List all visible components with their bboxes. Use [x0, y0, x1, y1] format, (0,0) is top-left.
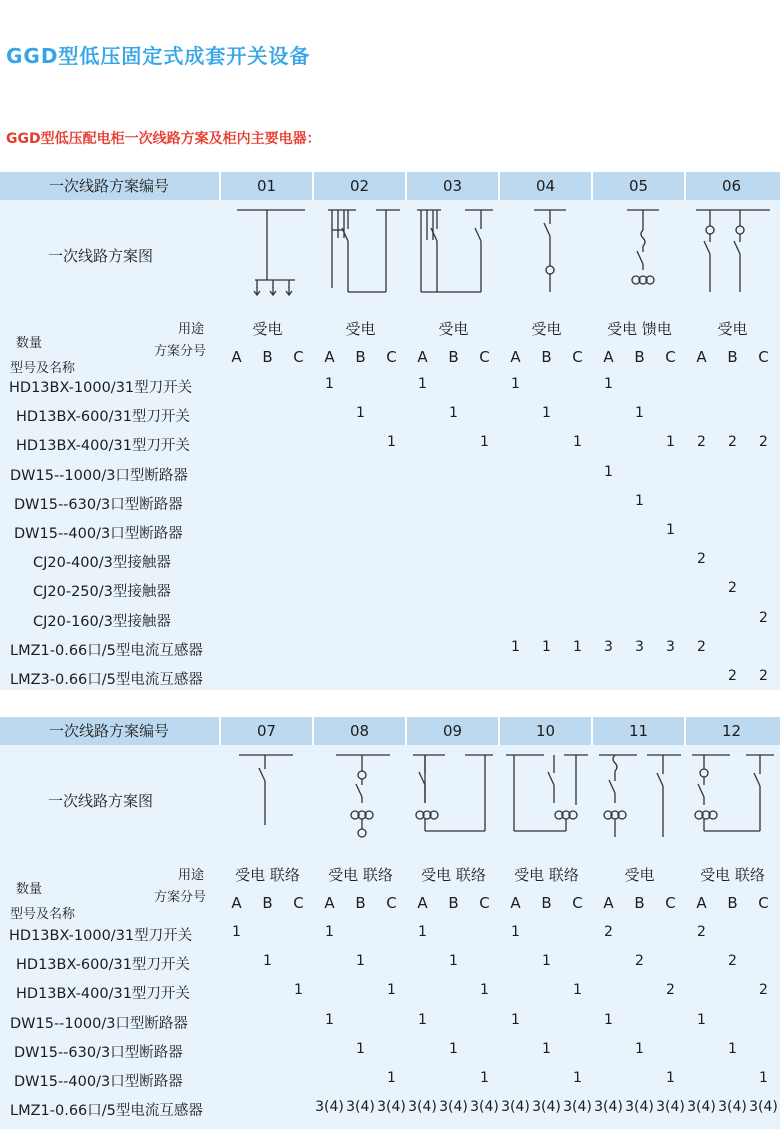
- quantity-cell: 2: [697, 551, 706, 568]
- quantity-cell: 1: [635, 492, 644, 509]
- quantity-cell: 3(4): [532, 1099, 561, 1116]
- scheme-number: 06: [721, 177, 742, 195]
- sub-letter: A: [696, 348, 707, 366]
- quantity-cell: 3: [666, 638, 675, 655]
- quantity-cell: 3(4): [625, 1099, 654, 1116]
- sub-letter: B: [541, 348, 552, 366]
- scheme-use: 受电 联络: [235, 866, 300, 884]
- quantity-cell: 1: [232, 924, 241, 940]
- sub-letter: B: [262, 348, 273, 366]
- quantity-cell: 3(4): [718, 1099, 747, 1116]
- equipment-row-name: HD13BX-400/31型刀开关: [16, 986, 190, 1003]
- sub-letter: B: [727, 894, 738, 912]
- sub-letter: B: [448, 348, 459, 366]
- scheme-number: 10: [535, 722, 556, 740]
- sub-letter: C: [386, 894, 397, 912]
- quantity-cell: 1: [666, 1070, 675, 1086]
- scheme-use: 受电 馈电: [607, 320, 672, 338]
- equipment-row-name: HD13BX-400/31型刀开关: [16, 438, 190, 455]
- equipment-row-name: CJ20-250/3型接触器: [33, 584, 171, 601]
- quantity-cell: 1: [542, 638, 551, 655]
- quantity-cell: 3(4): [563, 1099, 592, 1116]
- scheme-number: 05: [628, 177, 649, 195]
- sub-letter: C: [758, 894, 769, 912]
- quantity-cell: 2: [604, 924, 613, 940]
- quantity-cell: 3(4): [346, 1099, 375, 1116]
- quantity-cell: 1: [480, 434, 489, 451]
- quantity-cell: 1: [511, 924, 520, 940]
- quantity-cell: 3(4): [408, 1099, 437, 1116]
- quantity-cell: 1: [387, 982, 396, 999]
- equipment-row-name: HD13BX-600/31型刀开关: [16, 957, 190, 974]
- scheme-number-label: 一次线路方案编号: [48, 722, 169, 740]
- quantity-cell: 1: [604, 376, 613, 392]
- quantity-cell: 1: [604, 1011, 613, 1028]
- quantity-cell: 1: [542, 953, 551, 970]
- equipment-row-name: CJ20-400/3型接触器: [33, 555, 171, 572]
- sub-number-label: 方案分号: [154, 890, 207, 905]
- scheme-diagram-label: 一次线路方案图: [48, 247, 154, 265]
- sub-letter: B: [727, 348, 738, 366]
- quantity-cell: 1: [511, 638, 520, 655]
- scheme-use: 受电: [624, 866, 655, 884]
- quantity-cell: 1: [356, 953, 365, 970]
- circuit-diagram-05: [597, 200, 683, 305]
- page-subtitle: GGD型低压配电柜一次线路方案及柜内主要电器：: [6, 131, 321, 147]
- equipment-row-name: CJ20-160/3型接触器: [33, 613, 171, 630]
- scheme-use: 受电: [252, 320, 283, 338]
- quantity-cell: 1: [666, 522, 675, 538]
- sub-letter: B: [355, 348, 366, 366]
- sub-letter: C: [479, 894, 490, 912]
- quantity-cell: 3(4): [377, 1099, 406, 1116]
- scheme-use: 受电: [717, 320, 748, 338]
- sub-letter: B: [541, 894, 552, 912]
- sub-letter: C: [665, 894, 676, 912]
- quantity-cell: 2: [728, 668, 737, 684]
- equipment-row-name: DW15--1000/3口型断路器: [10, 1015, 188, 1032]
- scheme-number: 07: [256, 722, 277, 740]
- sub-letter: A: [603, 348, 614, 366]
- quantity-cell: 1: [418, 1011, 427, 1028]
- table-header-bar: [0, 717, 780, 745]
- quantity-cell: 1: [356, 405, 365, 422]
- quantity-cell: 1: [542, 405, 551, 422]
- scheme-use: 受电 联络: [421, 866, 486, 884]
- quantity-cell: 2: [759, 434, 768, 451]
- quantity-cell: 1: [728, 1040, 737, 1057]
- quantity-cell: 1: [387, 434, 396, 451]
- quantity-cell: 1: [759, 1070, 768, 1086]
- scheme-number: 12: [721, 722, 742, 740]
- quantity-cell: 1: [263, 953, 272, 970]
- use-label: 用途: [178, 868, 205, 883]
- quantity-cell: 2: [666, 982, 675, 999]
- scheme-use: 受电: [345, 320, 376, 338]
- quantity-cell: 1: [387, 1070, 396, 1086]
- quantity-cell: 1: [542, 1040, 551, 1057]
- equipment-row-name: LMZ1-0.66口/5型电流互感器: [10, 1103, 203, 1120]
- equipment-row-name: DW15--1000/3口型断路器: [10, 467, 188, 484]
- quantity-cell: 2: [635, 953, 644, 970]
- quantity-cell: 2: [759, 609, 768, 626]
- sub-letter: A: [696, 894, 707, 912]
- quantity-cell: 1: [604, 463, 613, 480]
- quantity-cell: 1: [573, 1070, 582, 1086]
- quantity-cell: 2: [728, 953, 737, 970]
- quantity-cell: 1: [449, 953, 458, 970]
- circuit-diagram-10: [504, 745, 590, 850]
- equipment-row-name: DW15--400/3口型断路器: [14, 1074, 183, 1090]
- quantity-cell: 1: [418, 376, 427, 392]
- model-name-label: 型号及名称: [10, 361, 76, 376]
- quantity-cell: 2: [728, 434, 737, 451]
- quantity-cell: 3(4): [501, 1099, 530, 1116]
- quantity-cell: 1: [697, 1011, 706, 1028]
- quantity-cell: 1: [480, 982, 489, 999]
- quantity-cell: 1: [573, 434, 582, 451]
- equipment-row-name: HD13BX-600/31型刀开关: [16, 409, 190, 426]
- sub-letter: C: [293, 348, 304, 366]
- sub-letter: C: [572, 894, 583, 912]
- table-header-bar: [0, 172, 780, 200]
- quantity-cell: 3(4): [749, 1099, 778, 1116]
- circuit-diagram-03: [411, 200, 497, 305]
- quantity-label: 数量: [16, 336, 43, 351]
- sub-letter: B: [634, 348, 645, 366]
- circuit-diagram-11: [597, 745, 683, 850]
- sub-letter: C: [479, 348, 490, 366]
- quantity-cell: 1: [325, 924, 334, 940]
- sub-letter: A: [603, 894, 614, 912]
- quantity-label: 数量: [16, 882, 43, 897]
- sub-letter: A: [417, 348, 428, 366]
- quantity-cell: 2: [697, 924, 706, 940]
- scheme-use: 受电 联络: [514, 866, 579, 884]
- circuit-diagram-09: [411, 745, 497, 850]
- equipment-row-name: DW15--400/3口型断路器: [14, 526, 183, 542]
- quantity-cell: 1: [325, 1011, 334, 1028]
- scheme-use: 受电 联络: [328, 866, 393, 884]
- scheme-number: 11: [628, 722, 649, 740]
- sub-letter: A: [324, 894, 335, 912]
- sub-letter: A: [510, 894, 521, 912]
- quantity-cell: 3(4): [315, 1099, 344, 1116]
- quantity-cell: 2: [759, 668, 768, 684]
- sub-letter: C: [758, 348, 769, 366]
- circuit-diagram-04: [504, 200, 590, 305]
- scheme-diagram-label: 一次线路方案图: [48, 792, 154, 810]
- circuit-diagram-07: [225, 745, 311, 850]
- scheme-number-label: 一次线路方案编号: [48, 177, 169, 195]
- quantity-cell: 1: [635, 405, 644, 422]
- quantity-cell: 3(4): [470, 1099, 499, 1116]
- sub-letter: C: [665, 348, 676, 366]
- equipment-row-name: DW15--630/3口型断路器: [14, 1044, 183, 1061]
- circuit-diagram-12: [690, 745, 776, 850]
- quantity-cell: 3: [604, 638, 613, 655]
- quantity-cell: 1: [511, 376, 520, 392]
- page-title: GGD型低压固定式成套开关设备: [6, 44, 311, 68]
- quantity-cell: 2: [697, 434, 706, 451]
- quantity-cell: 3: [635, 638, 644, 655]
- quantity-cell: 1: [325, 376, 334, 392]
- sub-letter: B: [355, 894, 366, 912]
- quantity-cell: 1: [666, 434, 675, 451]
- sub-letter: C: [293, 894, 304, 912]
- sub-number-label: 方案分号: [154, 344, 207, 359]
- sub-letter: A: [417, 894, 428, 912]
- quantity-cell: 3(4): [656, 1099, 685, 1116]
- scheme-use: 受电: [438, 320, 469, 338]
- equipment-row-name: HD13BX-1000/31型刀开关: [9, 928, 193, 944]
- quantity-cell: 1: [511, 1011, 520, 1028]
- quantity-cell: 1: [449, 405, 458, 422]
- quantity-cell: 1: [573, 638, 582, 655]
- equipment-row-name: LMZ1-0.66口/5型电流互感器: [10, 642, 203, 659]
- equipment-row-name: DW15--630/3口型断路器: [14, 496, 183, 513]
- scheme-number: 01: [256, 177, 277, 195]
- quantity-cell: 3(4): [687, 1099, 716, 1116]
- sub-letter: B: [262, 894, 273, 912]
- scheme-number: 08: [349, 722, 370, 740]
- scheme-number: 02: [349, 177, 370, 195]
- quantity-cell: 1: [635, 1040, 644, 1057]
- equipment-row-name: HD13BX-1000/31型刀开关: [9, 380, 193, 396]
- sub-letter: C: [386, 348, 397, 366]
- sub-letter: B: [634, 894, 645, 912]
- quantity-cell: 1: [449, 1040, 458, 1057]
- quantity-cell: 2: [697, 638, 706, 655]
- quantity-cell: 2: [759, 982, 768, 999]
- scheme-number: 09: [442, 722, 463, 740]
- scheme-number: 03: [442, 177, 463, 195]
- circuit-diagram-01: [225, 200, 311, 305]
- quantity-cell: 2: [728, 580, 737, 597]
- quantity-cell: 1: [356, 1040, 365, 1057]
- sub-letter: A: [231, 348, 242, 366]
- sub-letter: A: [231, 894, 242, 912]
- quantity-cell: 1: [573, 982, 582, 999]
- scheme-number: 04: [535, 177, 556, 195]
- scheme-use: 受电 联络: [700, 866, 765, 884]
- sub-letter: A: [324, 348, 335, 366]
- sub-letter: C: [572, 348, 583, 366]
- model-name-label: 型号及名称: [10, 907, 76, 922]
- equipment-row-name: LMZ3-0.66口/5型电流互感器: [10, 672, 203, 688]
- circuit-diagram-06: [690, 200, 776, 305]
- sub-letter: A: [510, 348, 521, 366]
- quantity-cell: 1: [294, 982, 303, 999]
- circuit-diagram-08: [318, 745, 404, 850]
- quantity-cell: 3(4): [594, 1099, 623, 1116]
- quantity-cell: 1: [480, 1070, 489, 1086]
- quantity-cell: 3(4): [439, 1099, 468, 1116]
- use-label: 用途: [178, 322, 205, 337]
- circuit-diagram-02: [318, 200, 404, 305]
- sub-letter: B: [448, 894, 459, 912]
- scheme-use: 受电: [531, 320, 562, 338]
- quantity-cell: 1: [418, 924, 427, 940]
